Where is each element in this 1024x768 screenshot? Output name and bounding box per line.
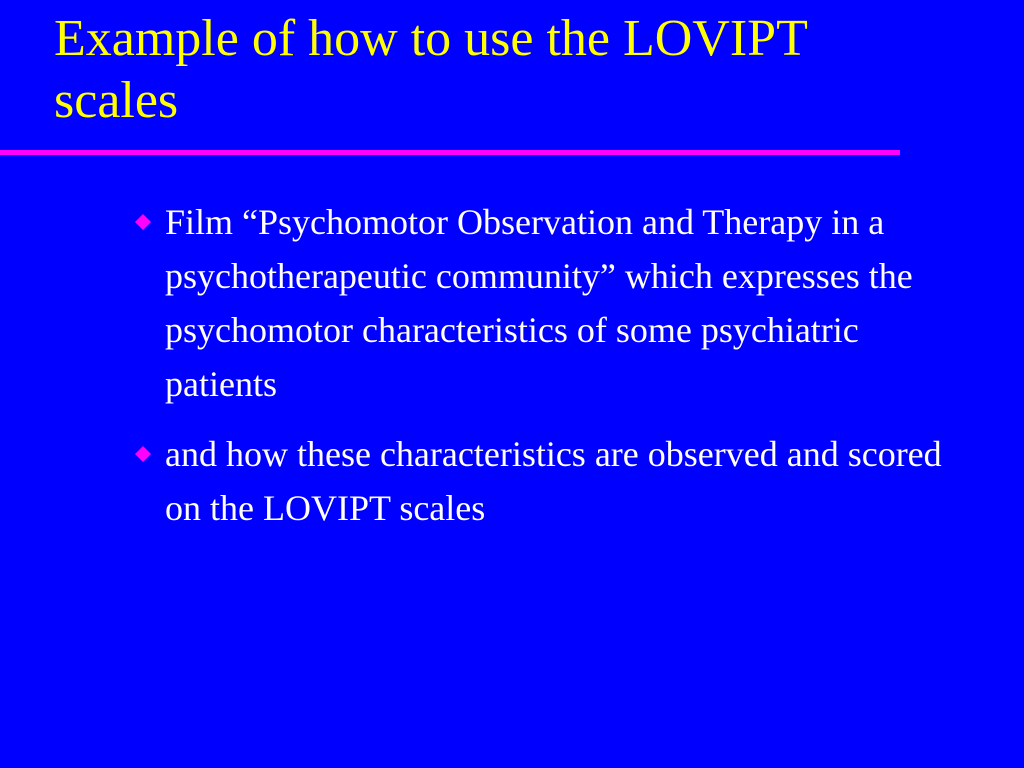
title-divider xyxy=(0,150,900,155)
bullet-text: Film “Psychomotor Observation and Therapy in a psychotherapeutic community” which expresses the psychomotor characteristics of some psychiatric patients xyxy=(165,202,913,404)
diamond-bullet-icon xyxy=(135,446,151,462)
slide-title: Example of how to use the LOVIPT scales xyxy=(54,10,807,129)
diamond-bullet-icon xyxy=(135,214,151,230)
bullet-item xyxy=(132,195,962,411)
bullet-text: and how these characteristics are observed and scored on the LOVIPT scales xyxy=(165,434,942,528)
bullet-list xyxy=(132,195,962,551)
bullet-item xyxy=(132,427,962,535)
